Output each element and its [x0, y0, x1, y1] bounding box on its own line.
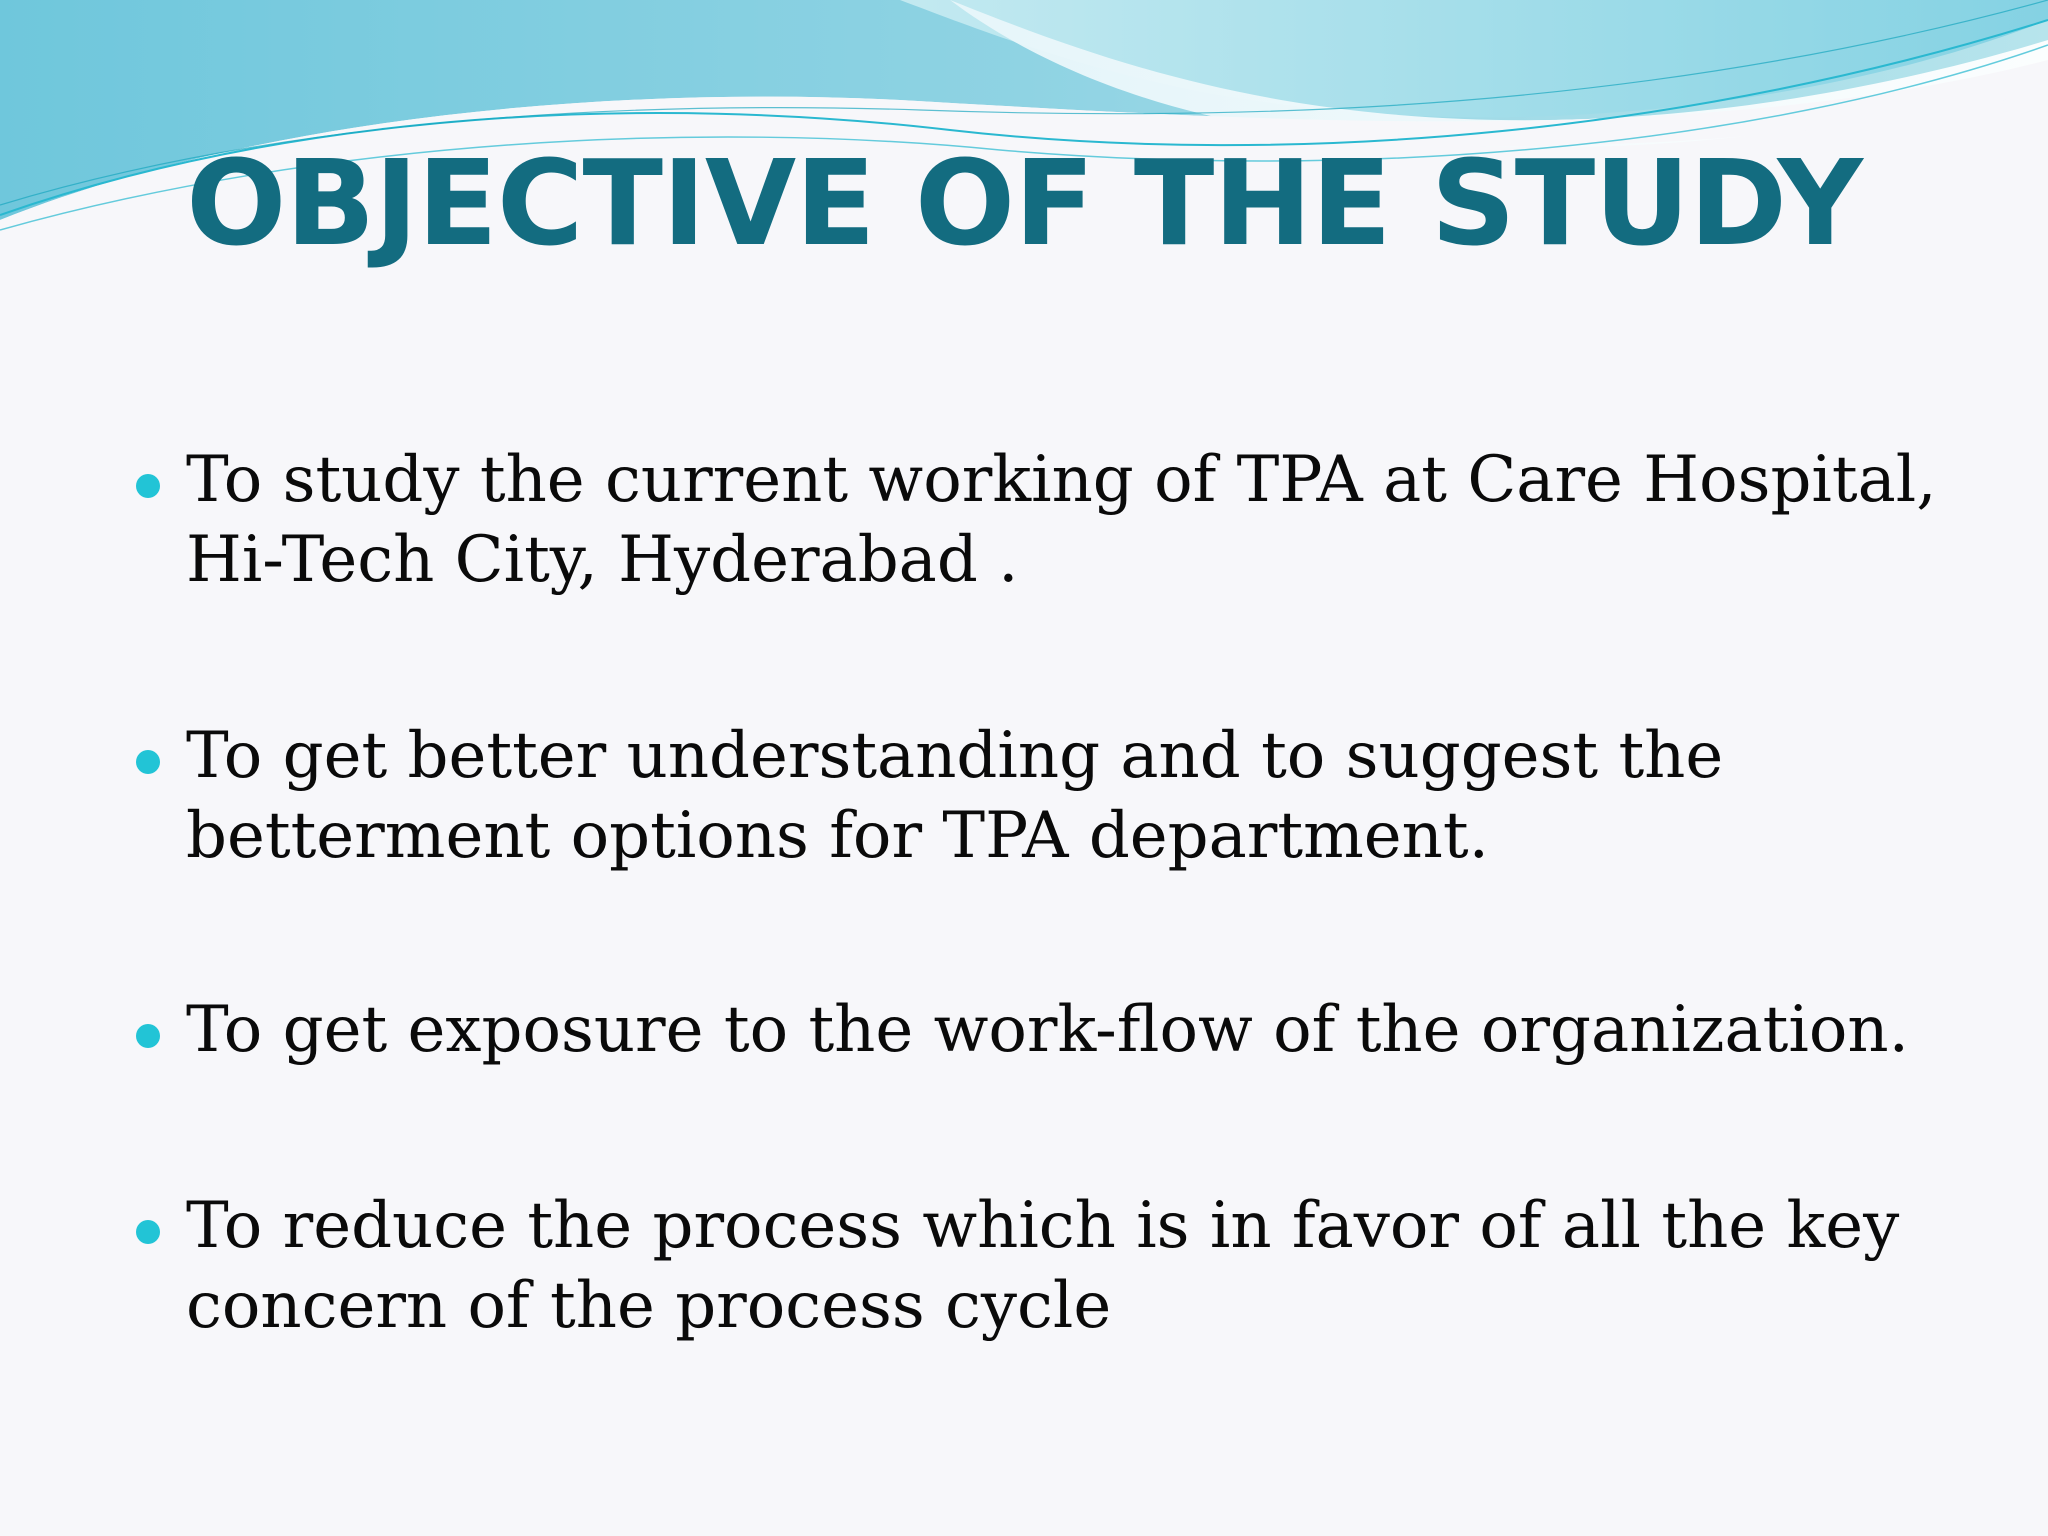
bullet-dot-icon [136, 474, 160, 498]
objective-text: To study the current working of TPA at Care Hospital, Hi-Tech City, Hyderabad . [186, 443, 1937, 597]
objective-item [186, 990, 1946, 1070]
objective-item [186, 1186, 1946, 1346]
objective-text: To reduce the process which is in favor of all the key concern of the process cycle [186, 1189, 1900, 1343]
objective-item [186, 716, 1946, 876]
bullet-dot-icon [136, 750, 160, 774]
objective-text: To get exposure to the work-flow of the organization. [186, 993, 1909, 1067]
objective-item [186, 440, 1946, 600]
objective-text: To get better understanding and to suggest the betterment options for TPA department. [186, 719, 1724, 873]
bullet-dot-icon [136, 1220, 160, 1244]
bullet-dot-icon [136, 1024, 160, 1048]
slide-title: OBJECTIVE OF THE STUDY [186, 134, 1862, 272]
